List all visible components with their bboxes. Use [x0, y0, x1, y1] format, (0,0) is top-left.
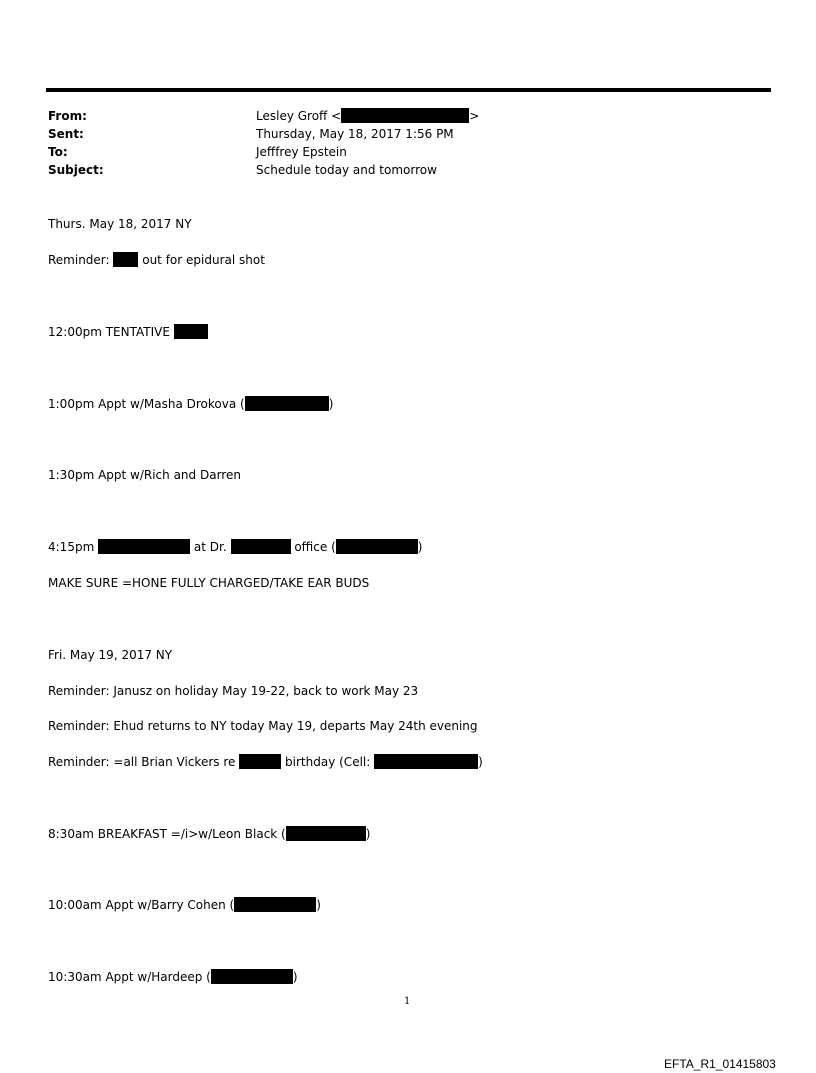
appt-1030-prefix: 10:30am Appt w/Hardeep (: [48, 970, 211, 984]
appt-0830: [48, 826, 370, 842]
day1-title: Thurs. May 18, 2017 NY: [48, 217, 192, 231]
reminder-janusz: Reminder: Janusz on holiday May 19-22, back to work May 23: [48, 684, 419, 698]
redacted-phone: [245, 396, 329, 411]
reminder-call-suffix: ): [478, 755, 483, 769]
appt-1200-text: 12:00pm TENTATIVE: [48, 325, 170, 339]
subject-label: Subject:: [48, 163, 104, 177]
appt-1300: [48, 396, 333, 412]
redacted-name: [239, 754, 281, 769]
redacted-name: [113, 252, 138, 267]
appt-1200: [48, 324, 208, 340]
appt-1615-mid1: at Dr.: [193, 540, 227, 554]
sent-value: Thursday, May 18, 2017 1:56 PM: [256, 127, 454, 141]
appt-0830-suffix: ): [365, 827, 371, 841]
from-value: [256, 108, 479, 124]
appt-1330: 1:30pm Appt w/Rich and Darren: [48, 468, 241, 482]
day2-title: Fri. May 19, 2017 NY: [48, 648, 173, 662]
redacted-name: [231, 539, 291, 554]
header-divider: [46, 88, 771, 92]
redacted-name: [174, 324, 208, 339]
to-value: Jefffrey Epstein: [256, 145, 347, 159]
reminder-call-prefix: Reminder: =all Brian Vickers re: [48, 755, 236, 769]
redacted-phone: [234, 897, 316, 912]
redacted-phone: [211, 969, 293, 984]
from-close: >: [469, 109, 480, 123]
reminder-epidural: [48, 252, 265, 268]
subject-value: Schedule today and tomorrow: [256, 163, 437, 177]
reminder-epidural-suffix: out for epidural shot: [142, 253, 265, 267]
from-label: From:: [48, 109, 87, 123]
reminder-call-mid: birthday (Cell:: [285, 755, 371, 769]
sent-label: Sent:: [48, 127, 84, 141]
appt-1300-prefix: 1:00pm Appt w/Masha Drokova (: [48, 397, 245, 411]
redacted-email: [341, 108, 469, 123]
appt-1000-prefix: 10:00am Appt w/Barry Cohen (: [48, 898, 235, 912]
to-label: To:: [48, 145, 68, 159]
reminder-call: [48, 754, 483, 770]
redacted-phone: [286, 826, 366, 841]
appt-1615-prefix: 4:15pm: [48, 540, 95, 554]
document-id: EFTA_R1_01415803: [664, 1057, 776, 1071]
appt-1000-suffix: ): [316, 898, 321, 912]
appt-1615-mid2: office (: [294, 540, 336, 554]
reminder-epidural-prefix: Reminder:: [48, 253, 110, 267]
make-sure-note: MAKE SURE =HONE FULLY CHARGED/TAKE EAR BUDS: [48, 576, 370, 590]
appt-0830-prefix: 8:30am BREAKFAST =/i>w/Leon Black (: [48, 827, 286, 841]
appt-1000: [48, 897, 321, 913]
appt-1030: [48, 969, 298, 985]
appt-1615: [48, 539, 422, 555]
appt-1030-suffix: ): [292, 970, 298, 984]
appt-1300-suffix: ): [328, 397, 334, 411]
appt-1615-suffix: ): [417, 540, 423, 554]
sender-name: Lesley Groff <: [256, 109, 342, 123]
redacted-name: [98, 539, 190, 554]
reminder-ehud: Reminder: Ehud returns to NY today May 19, departs May 24th evening: [48, 719, 478, 733]
redacted-phone: [336, 539, 418, 554]
page-number: 1: [404, 996, 411, 1007]
redacted-phone: [374, 754, 478, 769]
